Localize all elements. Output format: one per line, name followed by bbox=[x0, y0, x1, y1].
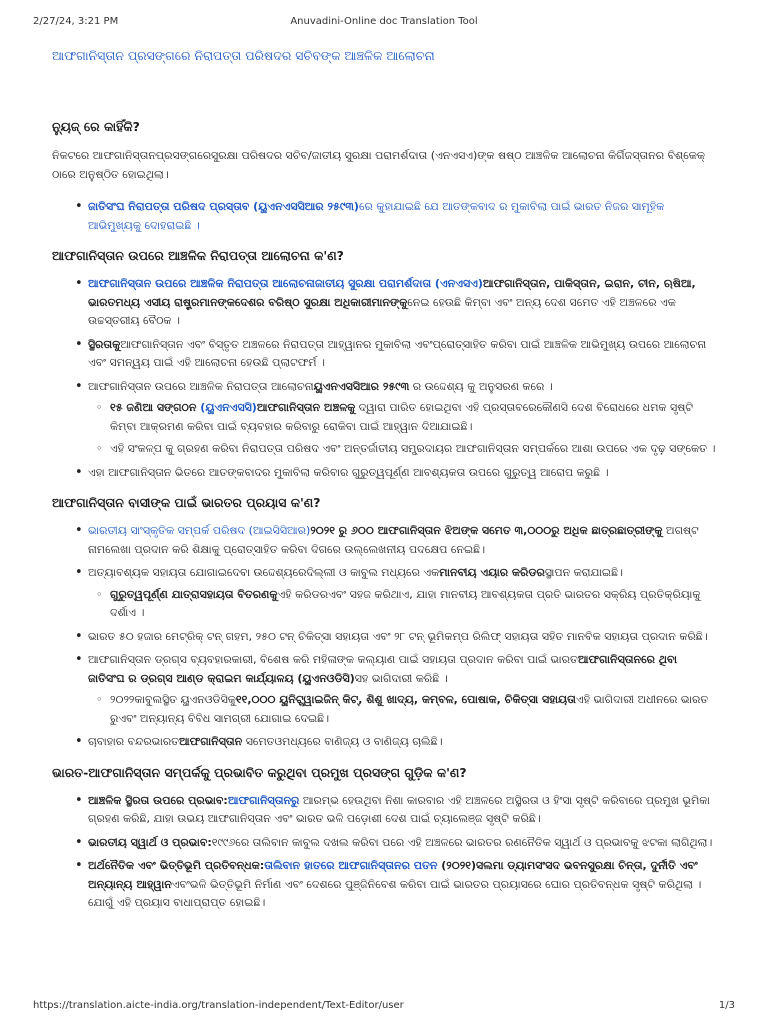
list-item-bold: ୟୁଏନଏସସିଆର ୨୫୯୩ bbox=[313, 379, 410, 393]
list-item-bold: (୨୦୨୧)ସଲମା ଡ୍ୟାମସଂସଦ ଭବନସୁରକ୍ଷା ଚିନ୍ତା, ଦୁର୍ନୀତି ଏବଂ ଅନ୍ୟାନ୍ୟ ଆହ୍ୱାନ bbox=[88, 859, 698, 891]
list-item bbox=[88, 198, 716, 235]
list-item bbox=[88, 651, 716, 728]
list-item bbox=[88, 857, 716, 913]
list-item-text: ସମେତଓମଧ୍ୟରେ ବାଣିଜ୍ୟ ଓ ବାଣିଜ୍ୟ ଚାଲିଛି। bbox=[242, 735, 443, 748]
print-page-title: Anuvadini-Online doc Translation Tool bbox=[290, 16, 478, 27]
list-item bbox=[88, 522, 716, 559]
regional-dialogue-link[interactable]: ଆଫଗାନିସ୍ତାନ ଉପରେ ଆଞ୍ଚଳିକ ନିରାପତ୍ତା ଆଲୋଚନାଜାତୀୟ ସୁରକ୍ଷା ପରାମର୍ଶଦାତା (ଏନଏସଏ) bbox=[88, 277, 483, 290]
sub-list bbox=[88, 586, 716, 623]
list-item bbox=[88, 275, 716, 331]
list-item-bold: ମାନବୀୟ ଏୟାର କରିଡର bbox=[439, 566, 545, 579]
list-item-text: ସ୍ଥାପନ କରାଯାଇଛି। bbox=[544, 566, 623, 579]
list-item bbox=[88, 336, 716, 373]
list-item bbox=[88, 564, 716, 623]
afghanistan-link[interactable]: ଆଫଗାନିସ୍ତାନରୁ bbox=[227, 793, 300, 807]
list-item-text: ୨୦୨୨କାବୁଲସ୍ଥିତ ୟୁଏନଓଡିସିକୁ bbox=[110, 693, 236, 706]
list-item-text: ଅତ୍ୟାବଶ୍ୟକ ସହାୟତା ଯୋଗାଇଦେବା ଉଦ୍ଦେଶ୍ୟରେଦିଲ୍ଲୀ ଓ କାବୁଲ ମଧ୍ୟରେ ଏକ bbox=[88, 566, 440, 579]
list-item-text: ନେଇ ହେଉଛି କିମ୍ବା ଏବଂ ଅନ୍ୟ ଦେଶ ସମେତ ଏହି ଅଞ୍ଚଳରେ ଏକ ଉଚ୍ଚସ୍ତରୀୟ ବୈଠକ । bbox=[88, 295, 676, 327]
sub-list bbox=[88, 691, 716, 728]
list-item-text: ୧୯୯୬ରେ ତାଲିବାନ କାବୁଲ ଦଖଲ କରିବା ପରେ ଏହି ଅଞ୍ଚଳରେ ଭାରତର ରଣନୈତିକ ସ୍ୱାର୍ଥ ଓ ପ୍ରଭାବକୁ ଝଟକା ଲାଗିଥିଲା। bbox=[211, 835, 713, 849]
print-footer bbox=[33, 1000, 735, 1014]
list-item-text: ଏହି କରିଡରଏବଂ ସହଜ କରିଥାଏ, ଯାହା ମାନବୀୟ ଆବଶ୍ୟକତା ପ୍ରତି ଭାରତର ସକ୍ରିୟ ପ୍ରତିକ୍ରିୟାକୁ ଦର୍ଶାଏ । bbox=[110, 587, 701, 619]
list-item-bold: ଗୁରୁତ୍ୱପୂର୍ଣ୍ଣ ଯାତ୍ରାସହାୟତା ବିତରଣକୁ bbox=[110, 587, 278, 601]
list-item bbox=[88, 792, 716, 829]
list-item-bold: ୧୫ ଜଣିଆ ସଙ୍ଗଠନ bbox=[110, 401, 201, 414]
section-heading-india-efforts: ଆଫଗାନିସ୍ତାନ ବାସୀଙ୍କ ପାଇଁ ଭାରତର ପ୍ରୟାସ କ'ଣ? bbox=[52, 495, 321, 510]
list-item-text: ଏହି ଭାଗିଦାରୀ ଅଧୀନରେ ଭାରତ ରୁଏବଂ ଅନ୍ୟାନ୍ୟ ବିବିଧ ସାମଗ୍ରୀ ଯୋଗାଇ ଦେଇଛି। bbox=[110, 693, 709, 725]
section-heading-regional-dialogue: ଆଫଗାନିସ୍ତାନ ଉପରେ ଆଞ୍ଚଳିକ ନିରାପତ୍ତା ଆଲୋଚନା କ'ଣ? bbox=[52, 248, 344, 263]
list-item bbox=[88, 464, 716, 483]
page-number: 1/3 bbox=[718, 1000, 735, 1011]
sub-list-item bbox=[110, 586, 716, 623]
list-item bbox=[88, 733, 716, 752]
list-item-text: ଏହା ଆଫଗାନିସ୍ତାନ ଭିତରେ ଆତଙ୍କବାଦର ମୁକାବିଲା କରିବାର ଗୁରୁତ୍ୱପୂର୍ଣ୍ଣ ଆବଶ୍ୟକତା ଉପରେ ଗୁରୁତ୍ୱ ଆରୋପ କରୁଛି । bbox=[88, 465, 609, 479]
list-item-bold: ଆଫଗାନିସ୍ତାନ, ପାକିସ୍ତାନ, ଇରାନ, ଚୀନ, ଋଷିଆ, ଭାରତମଧ୍ୟ ଏସୀୟ ରାଷ୍ଟ୍ରମାନଙ୍କଦେଶର ବରିଷ୍ଠ ସୁରକ୍ଷା ଅଧିକାରୀମାନଙ୍କୁ bbox=[88, 277, 696, 309]
sub-list-item bbox=[110, 440, 716, 459]
print-timestamp: 2/27/24, 3:21 PM bbox=[33, 16, 119, 27]
unsc-link[interactable]: (ୟୁଏନଏସସି) bbox=[200, 401, 257, 414]
document-title: ଆଫଗାନିସ୍ତାନ ପ୍ରସଙ୍ଗରେ ନିରାପତ୍ତା ପରିଷଦର ସଚିବଙ୍କ ଆଞ୍ଚଳିକ ଆଲୋଚନା bbox=[52, 48, 435, 63]
section-4-list bbox=[52, 792, 716, 913]
list-item bbox=[88, 834, 716, 853]
section-3-list bbox=[52, 522, 716, 752]
sub-list bbox=[88, 399, 716, 459]
list-item-text: ଅଗଷ୍ଟ ନାମଲେଖା ପ୍ରଦାନ କରି ଶିକ୍ଷାକୁ ପ୍ରୋତ୍ସାହିତ କରିବା ଦିଗରେ ଉଲ୍ଲେଖନୀୟ ପଦକ୍ଷେପ ନେଇଛି। bbox=[88, 524, 699, 556]
sub-list-item bbox=[110, 691, 716, 728]
section-heading-why-in-news: ନ୍ୟୁଜ୍ ରେ କାହିଁକି? bbox=[52, 119, 140, 134]
list-item-bold: ଭାରତୀୟ ସ୍ୱାର୍ଥ ଓ ପ୍ରଭାବ: bbox=[88, 835, 212, 849]
list-item-text: ଭାରତ ୫୦ ହଜାର ମେଟ୍ରିକ୍ ଟନ୍ ଗହମ, ୨୫୦ ଟନ୍ ଚିକିତ୍ସା ସହାୟତା ଏବଂ ୨୮ ଟନ୍ ଭୂମିକମ୍ପ ରିଲିଫ୍ ସହାୟତା ସହିତ ମାନବିକ ସହାୟତା ପ୍ରଦାନ କରିଛି। bbox=[88, 629, 708, 643]
list-item-text: ଆଫଗାନିସ୍ତାନ ଉପରେ ଆଞ୍ଚଳିକ ନିରାପତ୍ତା ଆଲୋଚନା bbox=[88, 379, 314, 393]
taliban-takeover-link[interactable]: ତାଲିବାନ ହାତରେ ଆଫଗାନିସ୍ତାନର ପତନ bbox=[264, 859, 438, 872]
list-item-bold: ଅର୍ଥନୈତିକ ଏବଂ ଭିତ୍ତିଭୂମି ପ୍ରତିବନ୍ଧକ: bbox=[88, 859, 265, 872]
list-item-bold: ଆଫଗାନିସ୍ତାନ ଅଞ୍ଚଳକୁ bbox=[256, 401, 356, 414]
unsc-resolution-link[interactable]: ଜାତିସଂଘ ନିରାପତ୍ତା ପରିଷଦ ପ୍ରସ୍ତାବ (ୟୁଏନଏସସିଆର ୨୫୯୩) bbox=[88, 200, 359, 213]
list-item-text: ଏବଂଭଳି ଭିତ୍ତିଭୂମି ନିର୍ମାଣ ଏବଂ ଦେଶରେ ପୁଞ୍ଜିନିବେଶ କରିବା ପାଇଁ ଭାରତର ପ୍ରୟାସରେ ଘୋର ପ୍ରତିବନ୍ଧକ ସୃଷ୍ଟି କରିଥିଲା । ଯୋଗୁଁ ଏହି ପ୍ରୟାସ ବାଧାପ୍ରାପ୍ତ ହୋଇଛି। bbox=[88, 877, 702, 909]
intro-paragraph: ନିକଟରେ ଆଫଗାନିସ୍ତାନପ୍ରସଙ୍ଗରେସୁରକ୍ଷା ପରିଷଦର ସଚିବ/ଜାତୀୟ ସୁରକ୍ଷା ପରାମର୍ଶଦାତା (ଏନଏସଏ)ଙ୍କ ଷଷ୍ଠ ଆଞ୍ଚଳିକ ଆଲୋଚନା କିର୍ଗିଜସ୍ତାନର ବିଶ୍କେକ୍ ଠାରେ ଅନୁଷ୍ଠିତ ହୋଇଥିଲା। bbox=[52, 149, 706, 181]
list-item-text: ଆଫଗାନିସ୍ତାନ ଏବଂ ବିସ୍ତୃତ ଅଞ୍ଚଳରେ ନିରାପତ୍ତା ଆହ୍ୱାନର ମୁକାବିଲା ଏବଂପ୍ରୋତ୍ସାହିତ କରିବା ପାଇଁ ଆଞ୍ଚଳିକ ଆଭିମୁଖ୍ୟ ଉପରେ ଆଲୋଚନା ଏବଂ ସମନ୍ୱୟ ପାଇଁ ଏହି ଆଲୋଚନା ହେଉଛି ପ୍ଲାଟଫର୍ମ । bbox=[88, 337, 707, 369]
list-item-bold: ସ୍ଥିରତାକୁ bbox=[88, 337, 121, 351]
sub-list-item bbox=[110, 399, 716, 436]
section-2-list bbox=[52, 275, 716, 482]
list-item-bold: ଆଫଗାନିସ୍ତାନ bbox=[179, 735, 243, 748]
list-item-text: ଦ୍ୱାରା ପାରିତ ହୋଇଥିବା ଏହି ପ୍ରସ୍ତାବରେକୌଣସି ଦେଶ ବିରୋଧରେ ଧମକ ସୃଷ୍ଟି କିମ୍ବା ଆକ୍ରମଣ କରିବା ପାଇଁ ବ୍ୟବହାର କରିବାରୁ ରୋକିବା ପାଇଁ ଆହ୍ୱାନ ଦିଆଯାଇଛି। bbox=[110, 401, 693, 433]
section-heading-key-issues: ଭାରତ-ଆଫଗାନିସ୍ତାନ ସମ୍ପର୍କକୁ ପ୍ରଭାବିତ କରୁଥିବା ପ୍ରମୁଖ ପ୍ରସଙ୍ଗ ଗୁଡ଼ିକ କ'ଣ? bbox=[52, 764, 467, 780]
print-header bbox=[33, 16, 735, 30]
list-item-text: ଏହି ସଂକଳ୍ପ କୁ ଗ୍ରହଣ କରିବା ନିରାପତ୍ତା ପରିଷଦ ଏବଂ ଅନ୍ତର୍ଜାତୀୟ ସମ୍ପ୍ରଦାୟର ଆଫଗାନିସ୍ତାନ ସମ୍ପର୍କରେ ଆଶା ଉପରେ ଏକ ଦୃଢ଼ ସଙ୍କେତ । bbox=[110, 442, 716, 455]
list-item-bold: ଆଫଗାନିସ୍ତାନରେ ଥିବା ଜାତିସଂଘ ର ଡ୍ରଗ୍ସ ଆଣ୍ଡ କ୍ରାଇମ କାର୍ଯ୍ୟାଳୟ (ୟୁଏନଓଡିସି) bbox=[88, 653, 677, 685]
list-item-text: ଆଫଗାନିସ୍ତାନ ଡ୍ରଗ୍ସ ବ୍ୟବହାରକାରୀ, ବିଶେଷ କରି ମହିଳାଙ୍କ କଲ୍ୟାଣ ପାଇଁ ସହାୟତା ପ୍ରଦାନ କରିବା ପାଇଁ ଭାରତ bbox=[88, 653, 578, 666]
list-item-text: ସହ ଭାଗିଦାରୀ କରିଛି । bbox=[354, 671, 448, 685]
list-item-text: ର ଉଦ୍ଦେଶ୍ୟ କୁ ଅନୁସରଣ କରେ । bbox=[409, 379, 553, 393]
list-item bbox=[88, 628, 716, 647]
list-item-bold: ଆଞ୍ଚଳିକ ସ୍ଥିରତା ଉପରେ ପ୍ରଭାବ: bbox=[88, 793, 228, 807]
list-item-text: ଚାବାହାର ବନ୍ଦରଭାରତ bbox=[88, 735, 180, 748]
list-item-bold: ୧୧,୦୦୦ ୟୁନିଟ୍ସ୍ୱାଇଜିନ୍ କିଟ୍, ଶିଶୁ ଖାଦ୍ୟ, କମ୍ବଳ, ପୋଷାକ, ଚିକିତ୍ସା ସହାୟତା bbox=[235, 693, 576, 706]
document-body bbox=[52, 46, 716, 980]
section-1-list bbox=[52, 198, 716, 235]
list-item bbox=[88, 378, 716, 459]
print-url: https://translation.aicte-india.org/translation-independent/Text-Editor/user bbox=[33, 1000, 404, 1011]
list-item-text: ଆରମ୍ଭ ହେଉଥିବା ନିଶା କାରବାର ଏହି ଅଞ୍ଚଳରେ ଅସ୍ଥିରତା ଓ ହିଂସା ସୃଷ୍ଟି କରିବାରେ ପ୍ରମୁଖ ଭୂମିକା ଗ୍ରହଣ କରିଛି, ଯାହା ଉଭୟ ଆଫଗାନିସ୍ତାନ ଏବଂ ଭାରତ ଭଳି ପଡ଼ୋଶୀ ଦେଶ ପାଇଁ ଚ୍ୟାଲେଞ୍ଜ ସୃଷ୍ଟି କରିଛି। bbox=[88, 793, 710, 825]
list-item-text: ରେ କୁହାଯାଇଛି ଯେ ଆତଙ୍କବାଦ ର ମୁକାବିଲା ପାଇଁ ଭାରତ ନିଜର ସାମୂହିକ ଆଭିମୁଖ୍ୟକୁ ଦୋହରାଇଛି । bbox=[88, 200, 665, 232]
iccr-link[interactable]: ଭାରତୀୟ ସାଂସ୍କୃତିକ ସମ୍ପର୍କ ପରିଷଦ (ଆଇସିସିଆର) bbox=[88, 524, 311, 537]
list-item-bold: ୨୦୨୧ ରୁ ୬୦୦ ଆଫଗାନିସ୍ତାନ ଝିଅଙ୍କ ସମେତ ୩,୦୦୦ରୁ ଅଧିକ ଛାତ୍ରଛାତ୍ରୀଙ୍କୁ bbox=[310, 524, 663, 537]
